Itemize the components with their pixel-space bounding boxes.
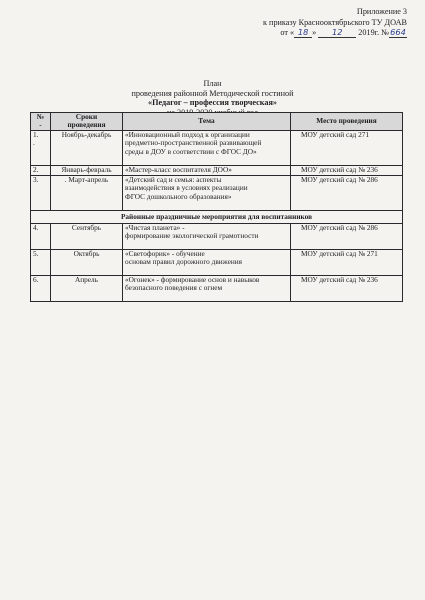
table-row: [31, 175, 403, 210]
section-title: Районные праздничные мероприятия для воспитанников: [31, 210, 403, 223]
table-row: [31, 130, 403, 165]
header-topic: Тема: [123, 113, 291, 131]
row-venue: МОУ детский сад № 271: [291, 249, 403, 275]
row-venue: МОУ детский сад 271: [291, 130, 403, 165]
row-topic: «Светофорик» - обучение основам правил дорожного движения: [123, 249, 291, 275]
table-row: [31, 249, 403, 275]
handwritten-month: 12: [332, 27, 343, 37]
order-reference: к приказу Краснооктябрьского ТУ ДОАВ: [263, 17, 407, 27]
row-dates: Ноябрь-декабрь: [51, 130, 123, 165]
header-venue: Место проведения: [291, 113, 403, 131]
handwritten-day: 18: [297, 27, 309, 37]
row-topic: «Чистая планета» - формирование экологической грамотности: [123, 223, 291, 249]
row-number: 3.: [31, 175, 51, 210]
row-dates: Сентябрь: [51, 223, 123, 249]
row-dates: Апрель: [51, 275, 123, 301]
row-topic: «Инновационный подход к организации предметно-пространственной развивающей среды в ДОУ в соответствии с ФГОС ДО»: [123, 130, 291, 165]
table-row: [31, 223, 403, 249]
row-number: 5.: [31, 249, 51, 275]
row-topic: «Огонек» - формирование основ и навыков безопасного поведения с огнем: [123, 275, 291, 301]
row-dates: Январь-февраль: [51, 165, 123, 175]
appendix-block: [263, 7, 407, 39]
handwritten-order-number: 664: [390, 27, 406, 37]
date-prefix: от «: [280, 28, 295, 37]
table-row: [31, 165, 403, 175]
year-number-label: 2019г. №: [358, 28, 389, 37]
row-number: 2.: [31, 165, 51, 175]
order-date-line: [263, 28, 407, 39]
row-topic: «Детский сад и семья: аспекты взаимодействия в условиях реализации ФГОС дошкольного образования»: [123, 175, 291, 210]
row-topic: «Мастер-класс воспитателя ДОО»: [123, 165, 291, 175]
heading-theme: «Педагог – профессия творческая»: [148, 98, 277, 107]
row-number: 6.: [31, 275, 51, 301]
table-row: [31, 275, 403, 301]
section-row: [31, 210, 403, 223]
header-dates: Сроки проведения: [51, 113, 123, 131]
row-venue: МОУ детский сад № 286: [291, 175, 403, 210]
row-number: 1. .: [31, 130, 51, 165]
row-dates: Октябрь: [51, 249, 123, 275]
table-header-row: [31, 113, 403, 131]
row-venue: МОУ детский сад № 236: [291, 165, 403, 175]
date-mid: »: [312, 28, 317, 37]
row-dates: . Март-апрель: [51, 175, 123, 210]
heading-subject: проведения районной Методической гостиной: [131, 88, 294, 98]
row-venue: МОУ детский сад № 236: [291, 275, 403, 301]
heading-plan: План: [203, 79, 222, 88]
header-number: № -: [31, 113, 51, 131]
row-venue: МОУ детский сад № 286: [291, 223, 403, 249]
row-number: 4.: [31, 223, 51, 249]
appendix-label: Приложение 3: [356, 7, 407, 16]
plan-table: [30, 112, 403, 302]
